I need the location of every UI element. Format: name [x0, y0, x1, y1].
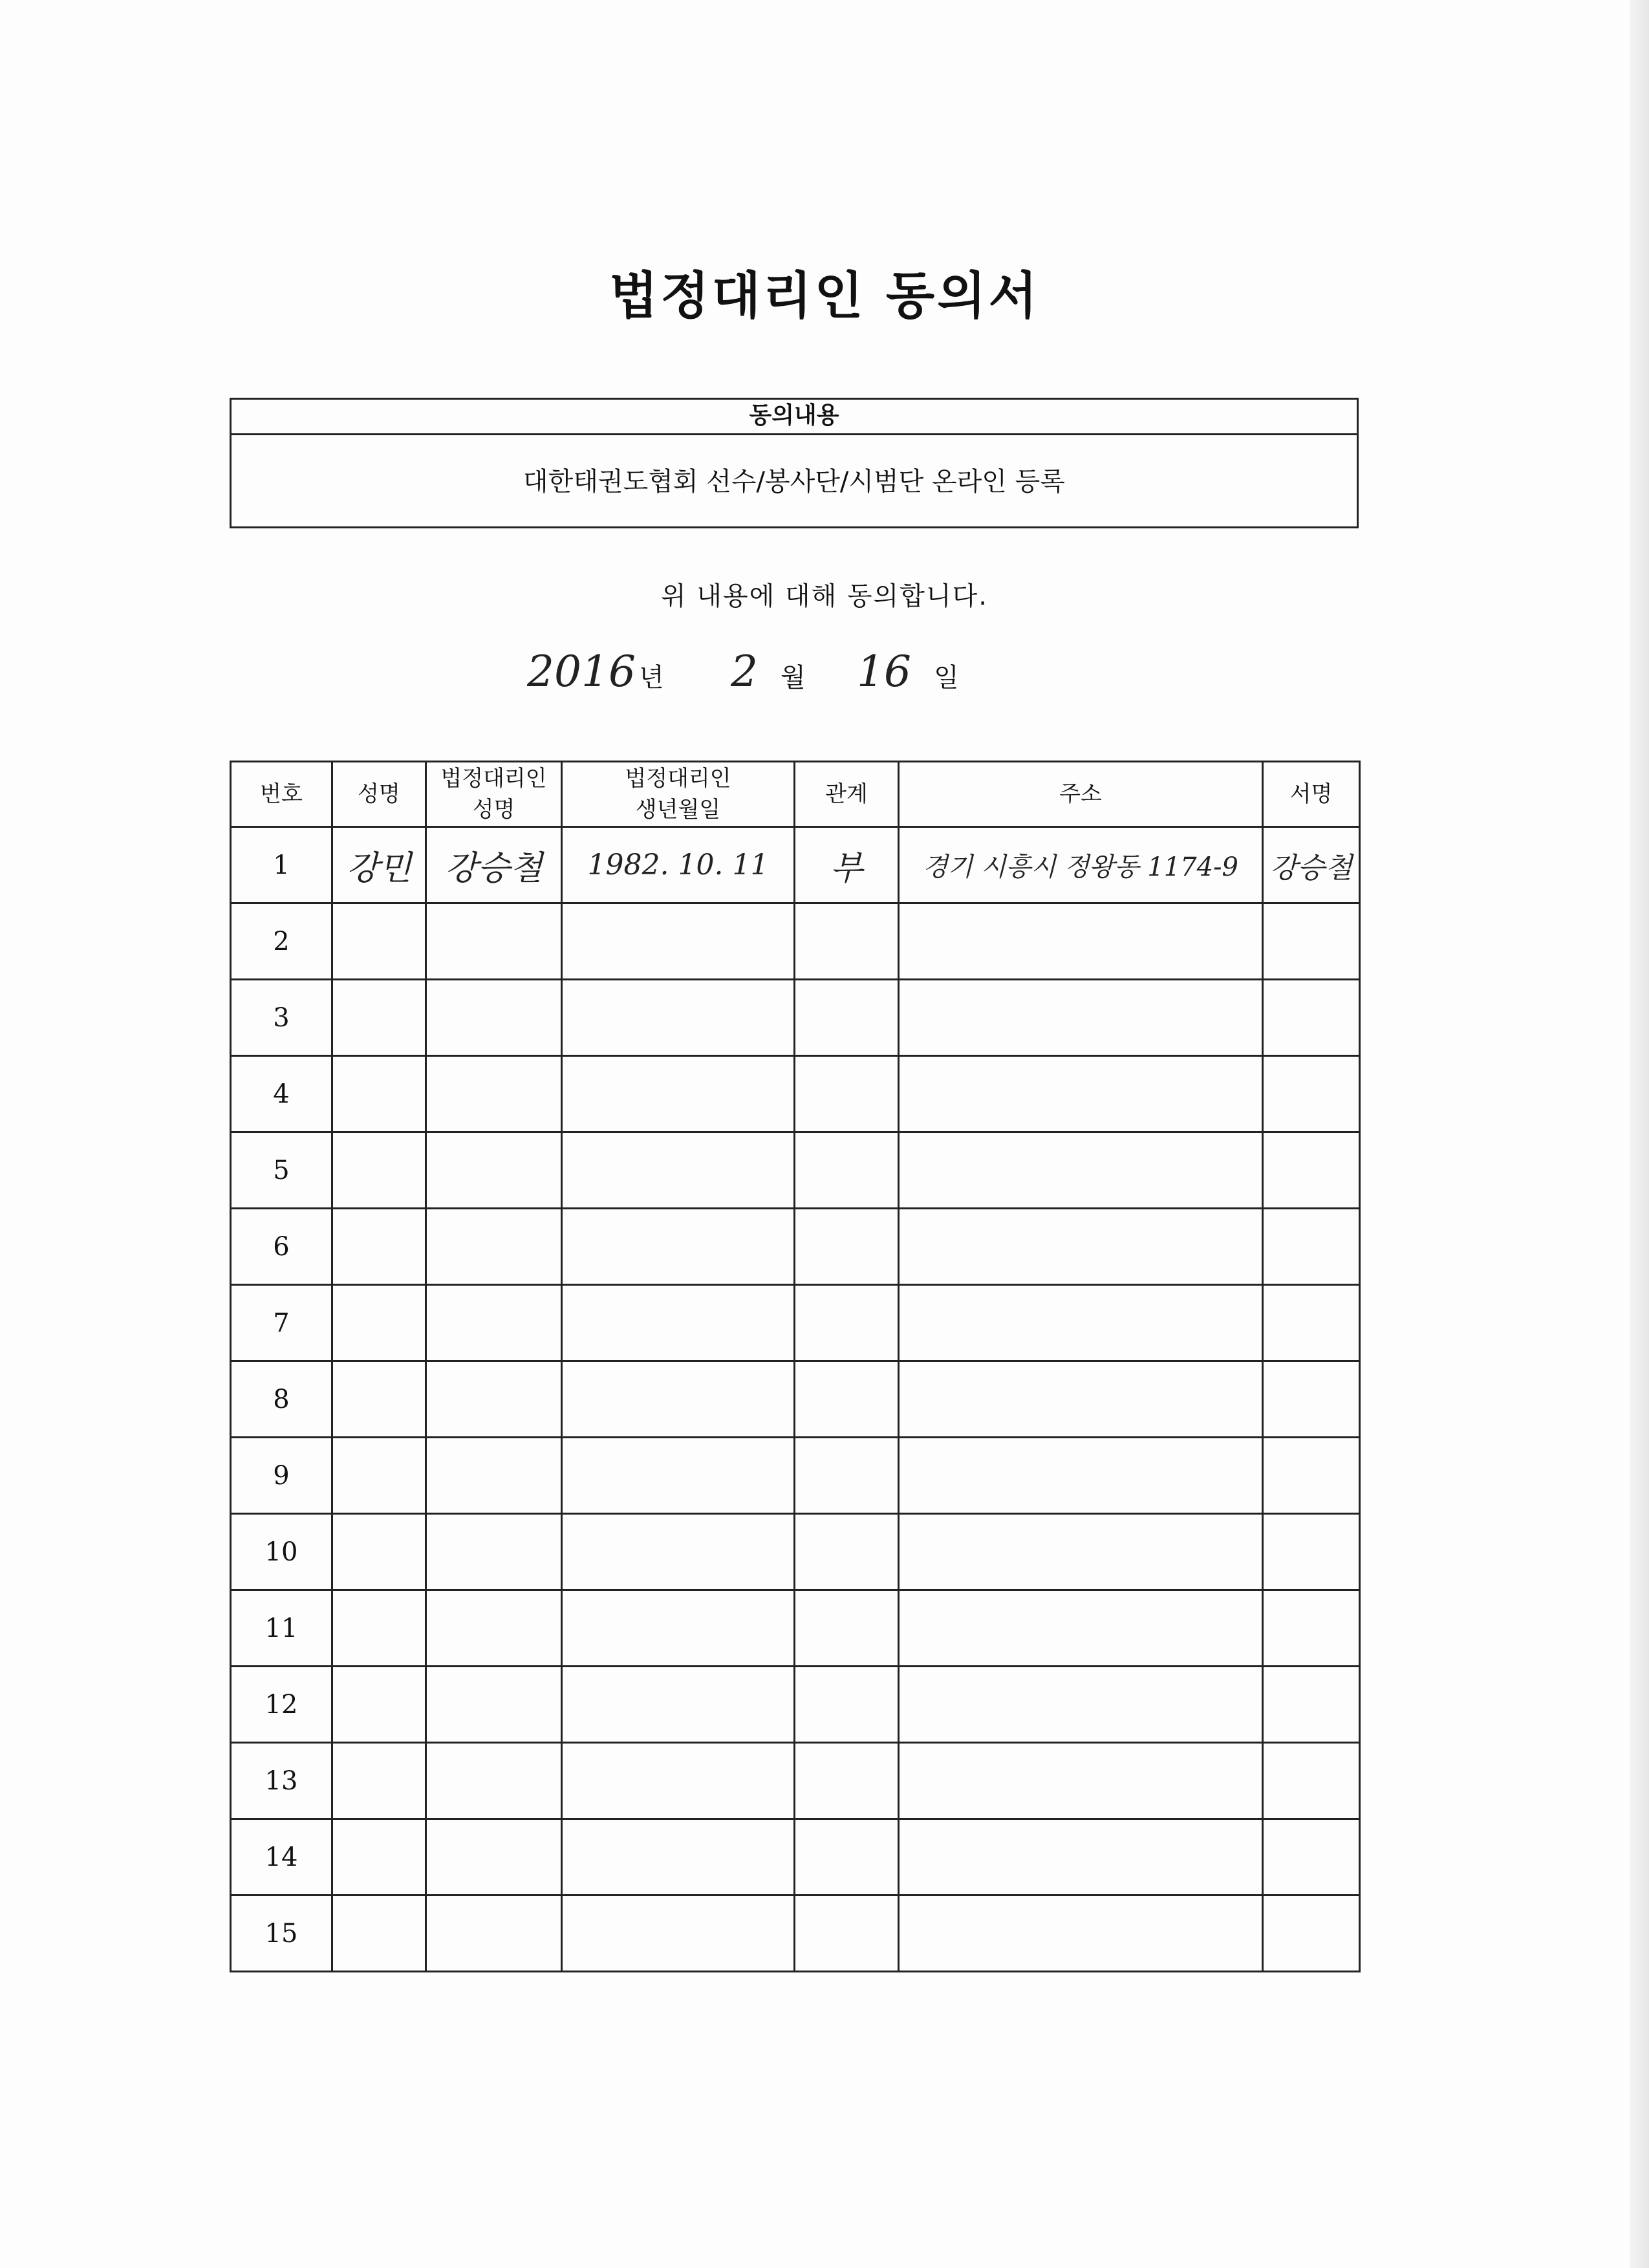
cell-signature [1263, 1209, 1360, 1285]
cell-relation [795, 980, 899, 1056]
cell-address [899, 1056, 1263, 1132]
table-row [231, 827, 1360, 903]
cell-guardian-birth [562, 980, 795, 1056]
row-number: 8 [231, 1361, 332, 1438]
cell-signature [1263, 1285, 1360, 1361]
table-header-row [231, 762, 1360, 827]
cell-signature [1263, 827, 1360, 903]
cell-name-handwriting: 강민 [346, 849, 412, 888]
cell-signature [1263, 1743, 1360, 1819]
cell-name [332, 1361, 426, 1438]
cell-address [899, 1285, 1263, 1361]
cell-relation [795, 1438, 899, 1514]
cell-name [332, 1285, 426, 1361]
cell-guardian-birth [562, 1056, 795, 1132]
cell-guardian-birth [562, 827, 795, 903]
table-row [231, 1514, 1360, 1590]
row-number: 2 [231, 903, 332, 980]
cell-guardian-birth [562, 1285, 795, 1361]
row-number: 15 [231, 1895, 332, 1972]
cell-name [332, 1743, 426, 1819]
header-address: 주소 [899, 762, 1263, 827]
cell-guardian-birth [562, 1361, 795, 1438]
date-day-unit: 일 [934, 663, 959, 693]
cell-address [899, 1132, 1263, 1209]
cell-signature [1263, 1056, 1360, 1132]
header-guardian-birth: 법정대리인 생년월일 [562, 762, 795, 827]
cell-signature [1263, 903, 1360, 980]
cell-guardian-name [426, 1209, 562, 1285]
row-number: 6 [231, 1209, 332, 1285]
consent-box-header: 동의내용 [232, 400, 1357, 435]
date-month [731, 647, 806, 705]
cell-relation [795, 1895, 899, 1972]
row-number: 14 [231, 1819, 332, 1895]
cell-address [899, 1819, 1263, 1895]
cell-guardian-birth [562, 1209, 795, 1285]
cell-name [332, 1132, 426, 1209]
cell-guardian-name-handwriting: 강승철 [445, 849, 543, 888]
cell-guardian-name [426, 1819, 562, 1895]
row-number: 4 [231, 1056, 332, 1132]
cell-signature [1263, 1438, 1360, 1514]
date-day-value: 16 [857, 647, 911, 697]
row-number: 5 [231, 1132, 332, 1209]
date-year [527, 647, 664, 705]
cell-guardian-birth [562, 1514, 795, 1590]
table-row [231, 1819, 1360, 1895]
consent-box-content: 대한태권도협회 선수/봉사단/시범단 온라인 등록 [523, 467, 1065, 497]
cell-signature [1263, 1590, 1360, 1667]
cell-guardian-name [426, 1590, 562, 1667]
cell-relation [795, 1361, 899, 1438]
cell-address [899, 1209, 1263, 1285]
header-relation: 관계 [795, 762, 899, 827]
cell-relation-handwriting: 부 [830, 849, 863, 888]
cell-guardian-name [426, 1361, 562, 1438]
table-row [231, 1209, 1360, 1285]
cell-signature [1263, 1819, 1360, 1895]
table-row [231, 903, 1360, 980]
row-number: 11 [231, 1590, 332, 1667]
cell-relation [795, 827, 899, 903]
table-row [231, 1590, 1360, 1667]
header-guardian-name: 법정대리인 성명 [426, 762, 562, 827]
cell-signature [1263, 1132, 1360, 1209]
cell-name [332, 903, 426, 980]
row-number: 12 [231, 1667, 332, 1743]
cell-address [899, 980, 1263, 1056]
cell-signature [1263, 1514, 1360, 1590]
table-row [231, 1743, 1360, 1819]
table-row [231, 1895, 1360, 1972]
cell-name [332, 827, 426, 903]
cell-signature [1263, 980, 1360, 1056]
cell-guardian-name [426, 1438, 562, 1514]
header-number: 번호 [231, 762, 332, 827]
cell-signature [1263, 1667, 1360, 1743]
agreement-statement: 위 내용에 대해 동의합니다. [661, 581, 988, 611]
row-number: 10 [231, 1514, 332, 1590]
table-row [231, 1132, 1360, 1209]
cell-name [332, 1438, 426, 1514]
cell-relation [795, 1209, 899, 1285]
cell-relation [795, 903, 899, 980]
cell-relation [795, 1819, 899, 1895]
cell-name [332, 1209, 426, 1285]
cell-name [332, 1895, 426, 1972]
cell-name [332, 1590, 426, 1667]
cell-address [899, 1514, 1263, 1590]
cell-guardian-name [426, 1056, 562, 1132]
cell-address [899, 903, 1263, 980]
date-month-unit: 월 [781, 663, 806, 693]
cell-guardian-birth [562, 1819, 795, 1895]
cell-guardian-name [426, 1895, 562, 1972]
cell-guardian-birth [562, 903, 795, 980]
cell-guardian-birth [562, 1895, 795, 1972]
cell-signature-handwriting: 강승철 [1269, 851, 1353, 885]
cell-address [899, 1438, 1263, 1514]
cell-address [899, 1895, 1263, 1972]
table-row [231, 980, 1360, 1056]
cell-name [332, 1819, 426, 1895]
cell-guardian-name [426, 1285, 562, 1361]
cell-address [899, 827, 1263, 903]
cell-relation [795, 1514, 899, 1590]
cell-guardian-birth-handwriting: 1982. 10. 11 [587, 848, 769, 881]
cell-guardian-name [426, 1667, 562, 1743]
cell-relation [795, 1667, 899, 1743]
guardian-table [230, 761, 1361, 1972]
cell-name [332, 1667, 426, 1743]
table-row [231, 1667, 1360, 1743]
cell-name [332, 1514, 426, 1590]
row-number: 9 [231, 1438, 332, 1514]
cell-name [332, 1056, 426, 1132]
cell-relation [795, 1743, 899, 1819]
cell-signature [1263, 1895, 1360, 1972]
cell-guardian-birth [562, 1667, 795, 1743]
cell-signature [1263, 1361, 1360, 1438]
row-number: 1 [231, 827, 332, 903]
cell-relation [795, 1132, 899, 1209]
cell-relation [795, 1056, 899, 1132]
table-body [231, 827, 1360, 1972]
cell-address [899, 1590, 1263, 1667]
date-year-unit: 년 [639, 663, 664, 693]
document-title: 법정대리인 동의서 [609, 267, 1040, 325]
row-number: 3 [231, 980, 332, 1056]
row-number: 7 [231, 1285, 332, 1361]
table-row [231, 1285, 1360, 1361]
cell-guardian-name [426, 903, 562, 980]
row-number: 13 [231, 1743, 332, 1819]
cell-address [899, 1667, 1263, 1743]
cell-guardian-birth [562, 1590, 795, 1667]
cell-relation [795, 1590, 899, 1667]
consent-box [230, 398, 1359, 528]
date-month-value: 2 [731, 647, 758, 697]
date-day [857, 647, 959, 705]
cell-relation [795, 1285, 899, 1361]
cell-address [899, 1361, 1263, 1438]
cell-guardian-birth [562, 1132, 795, 1209]
scan-edge [1630, 0, 1649, 2268]
cell-guardian-birth [562, 1743, 795, 1819]
header-name: 성명 [332, 762, 426, 827]
table-row [231, 1056, 1360, 1132]
cell-guardian-name [426, 1514, 562, 1590]
cell-guardian-name [426, 827, 562, 903]
table-row [231, 1438, 1360, 1514]
cell-address [899, 1743, 1263, 1819]
cell-guardian-name [426, 980, 562, 1056]
cell-name [332, 980, 426, 1056]
cell-guardian-name [426, 1743, 562, 1819]
cell-guardian-birth [562, 1438, 795, 1514]
header-signature: 서명 [1263, 762, 1360, 827]
cell-address-handwriting: 경기 시흥시 정왕동 1174-9 [922, 852, 1239, 882]
cell-guardian-name [426, 1132, 562, 1209]
table-row [231, 1361, 1360, 1438]
date-year-value: 2016 [527, 647, 636, 697]
